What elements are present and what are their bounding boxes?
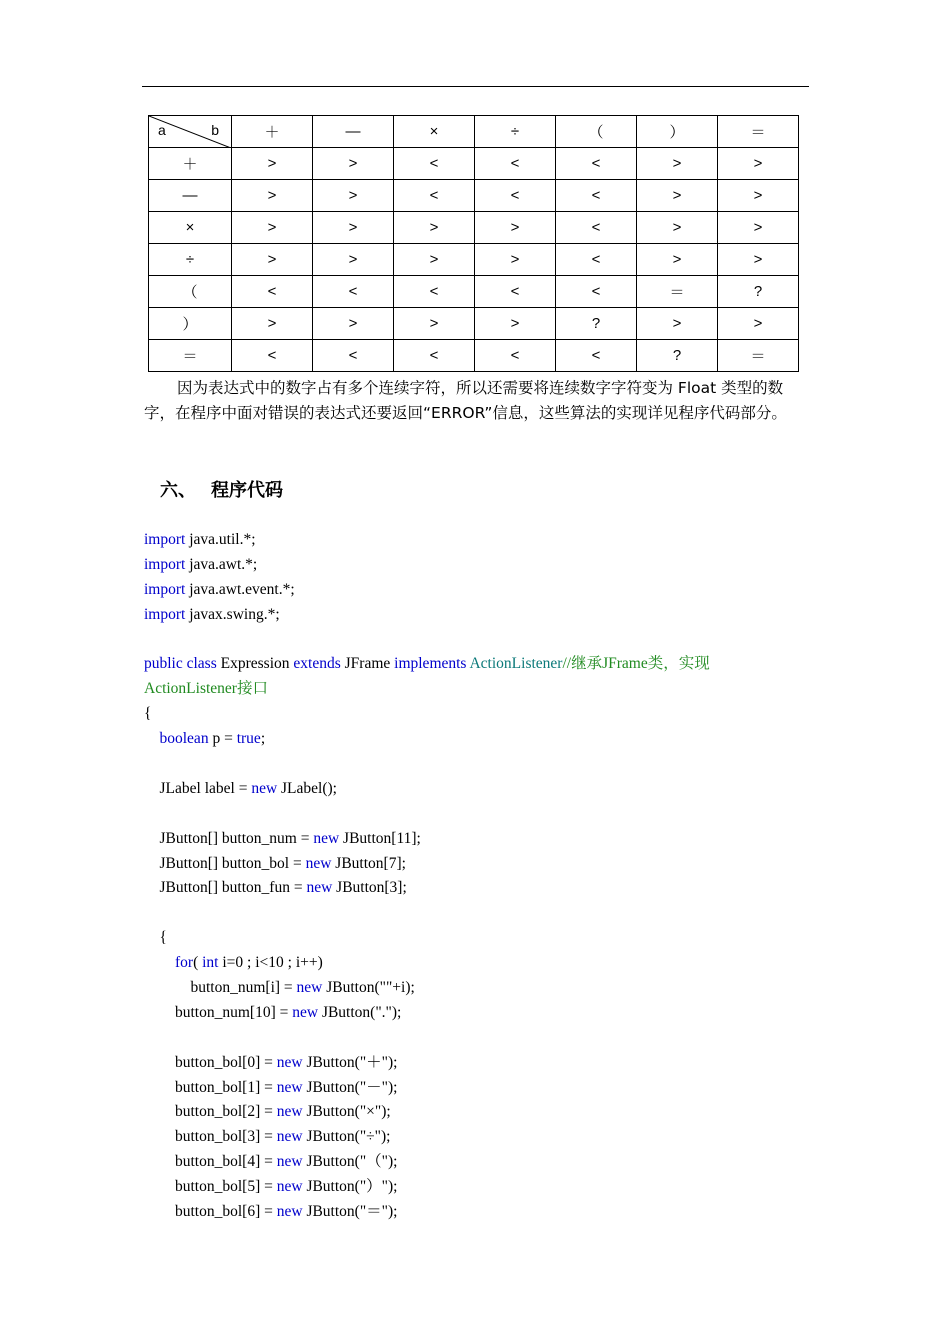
precedence-cell: <: [394, 276, 475, 308]
precedence-cell: >: [637, 308, 718, 340]
code-keyword: import: [144, 531, 186, 548]
code-keyword: new: [276, 1153, 303, 1171]
code-indent: [144, 730, 160, 747]
code-keyword: for: [175, 954, 194, 972]
code-keyword: import: [144, 605, 186, 623]
code-keyword: new: [276, 1103, 303, 1121]
code-line-boolean: [144, 727, 710, 752]
bol-assignments: [144, 1051, 710, 1225]
precedence-cell: <: [313, 340, 394, 372]
code-text: JButton("＝");: [302, 1203, 398, 1221]
precedence-cell: <: [475, 340, 556, 372]
code-line-import: [144, 603, 710, 628]
code-line-decl: [144, 876, 710, 901]
precedence-cell: ?: [718, 276, 799, 308]
header-cell: ＝: [718, 116, 799, 148]
code-line-for: [144, 951, 710, 976]
precedence-cell: >: [637, 148, 718, 180]
code-text: {: [144, 705, 152, 723]
code-line-assign: [144, 1100, 710, 1125]
section-number: 六、: [160, 480, 196, 501]
precedence-cell: >: [313, 308, 394, 340]
precedence-cell: <: [556, 276, 637, 308]
code-line-import: [144, 528, 710, 553]
code-line-import: [144, 578, 710, 603]
code-keyword: new: [313, 829, 340, 847]
precedence-cell: <: [313, 276, 394, 308]
code-indent: [144, 780, 160, 797]
code-keyword: new: [306, 879, 333, 897]
precedence-cell: >: [232, 148, 313, 180]
code-text: java.awt.*;: [185, 555, 258, 573]
code-line-class: [144, 652, 710, 677]
code-line-assign: [144, 1175, 710, 1200]
precedence-cell: <: [394, 340, 475, 372]
code-line-assign: [144, 1125, 710, 1150]
precedence-cell: >: [718, 148, 799, 180]
row-label-cell: —: [149, 180, 232, 212]
code-text: javax.swing.*;: [185, 605, 280, 623]
code-text: JButton[] button_num =: [159, 829, 314, 847]
code-text: Expression: [216, 655, 294, 673]
precedence-cell: >: [718, 244, 799, 276]
table-body: [149, 148, 799, 372]
code-keyword: int: [202, 954, 219, 972]
code-comment: ActionListener接口: [144, 680, 268, 698]
precedence-cell: <: [556, 340, 637, 372]
code-text: JButton("×");: [302, 1103, 391, 1121]
code-indent: [144, 855, 160, 872]
precedence-cell: >: [232, 180, 313, 212]
precedence-cell: ＝: [637, 276, 718, 308]
table-header-row: [149, 116, 799, 148]
code-text: p =: [208, 730, 237, 748]
code-blank-line: [144, 628, 710, 653]
code-text: ;: [260, 730, 266, 748]
code-keyword: import: [144, 580, 186, 598]
explanation-paragraph: 因为表达式中的数字占有多个连续字符，所以还需要将连续数字字符变为 Float 类型的数字，在程序中面对错误的表达式还要返回“ERROR”信息，这些算法的实现详见程序代码部分。: [144, 379, 787, 422]
code-keyword: new: [305, 854, 332, 872]
code-keyword: true: [236, 730, 261, 748]
precedence-cell: >: [637, 212, 718, 244]
code-text: java.awt.event.*;: [185, 580, 295, 598]
code-keyword: new: [296, 979, 323, 997]
code-line-assign: [144, 1200, 710, 1225]
precedence-cell: >: [232, 244, 313, 276]
code-text: button_bol[4] =: [175, 1153, 277, 1171]
code-line-decl: [144, 852, 710, 877]
precedence-cell: >: [718, 180, 799, 212]
precedence-table: [148, 115, 799, 372]
code-blank-line: [144, 1026, 710, 1051]
precedence-cell: ?: [637, 340, 718, 372]
precedence-cell: <: [394, 148, 475, 180]
code-text: button_num[i] =: [190, 979, 297, 997]
code-indent: [144, 1103, 175, 1120]
code-line-assign: [144, 1001, 710, 1026]
table-row: [149, 340, 799, 372]
code-line-import: [144, 553, 710, 578]
precedence-cell: >: [475, 244, 556, 276]
code-text: button_bol[1] =: [175, 1078, 277, 1096]
code-type: ActionListener: [466, 655, 563, 673]
code-text: button_bol[6] =: [175, 1203, 277, 1221]
code-indent: [144, 1178, 175, 1195]
code-indent: [144, 1153, 175, 1170]
code-keyword: new: [292, 1003, 319, 1021]
code-text: JButton("－");: [302, 1078, 398, 1096]
code-indent: [144, 979, 191, 996]
code-keyword: new: [276, 1128, 303, 1146]
row-label-cell: ＝: [149, 340, 232, 372]
precedence-cell: <: [556, 148, 637, 180]
code-keyword: new: [276, 1178, 303, 1196]
code-line-decl: [144, 827, 710, 852]
code-line-assign: [144, 1076, 710, 1101]
table-row: [149, 148, 799, 180]
code-text: JButton[] button_bol =: [159, 854, 306, 872]
code-text: button_bol[5] =: [175, 1178, 277, 1196]
precedence-cell: <: [556, 212, 637, 244]
precedence-cell: >: [232, 308, 313, 340]
section-title: 程序代码: [211, 480, 283, 501]
code-indent: [144, 954, 175, 971]
header-cell: ×: [394, 116, 475, 148]
row-label-cell: ＋: [149, 148, 232, 180]
code-text: JButton("）");: [302, 1178, 398, 1196]
table-row: [149, 180, 799, 212]
code-indent: [144, 1079, 175, 1096]
code-text: JButton(".");: [318, 1003, 402, 1021]
precedence-cell: <: [556, 244, 637, 276]
precedence-cell: >: [313, 180, 394, 212]
code-text: JLabel();: [277, 779, 337, 797]
code-text: JButton("＋");: [302, 1053, 398, 1071]
code-indent: [144, 1128, 175, 1145]
code-text: button_bol[2] =: [175, 1103, 277, 1121]
code-keyword: new: [276, 1078, 303, 1096]
code-text: button_num[10] =: [175, 1003, 293, 1021]
code-text: JFrame: [340, 655, 395, 673]
code-text: JButton[7];: [331, 854, 406, 872]
precedence-cell: >: [718, 308, 799, 340]
header-cell: —: [313, 116, 394, 148]
code-keyword: new: [276, 1203, 303, 1221]
code-blank-line: [144, 901, 710, 926]
table-row: [149, 244, 799, 276]
precedence-cell: <: [232, 276, 313, 308]
precedence-cell: <: [475, 148, 556, 180]
code-keyword: new: [276, 1053, 303, 1071]
precedence-cell: >: [718, 212, 799, 244]
code-text: JButton[11];: [339, 829, 421, 847]
code-text: i=0 ; i<10 ; i++): [218, 954, 323, 972]
row-label-cell: ）: [149, 308, 232, 340]
precedence-cell: >: [232, 212, 313, 244]
code-text: JButton[3];: [332, 879, 407, 897]
code-keyword: implements: [394, 655, 467, 673]
precedence-cell: >: [313, 212, 394, 244]
code-line-assign: [144, 1150, 710, 1175]
precedence-cell: <: [394, 180, 475, 212]
code-keyword: boolean: [159, 730, 209, 748]
corner-label-b: b: [211, 122, 219, 138]
code-blank-line: [144, 752, 710, 777]
precedence-cell: >: [475, 308, 556, 340]
section-heading: [160, 476, 283, 502]
code-indent: [144, 830, 160, 847]
precedence-cell: <: [475, 276, 556, 308]
code-line-assign: [144, 1051, 710, 1076]
corner-label-a: a: [158, 122, 166, 138]
code-text: JButton[] button_fun =: [159, 879, 307, 897]
code-text: button_bol[0] =: [175, 1053, 277, 1071]
header-cell: ÷: [475, 116, 556, 148]
row-label-cell: ×: [149, 212, 232, 244]
table-row: [149, 212, 799, 244]
code-line-comment-cont: [144, 677, 710, 702]
corner-cell: [149, 116, 232, 148]
code-line-brace: [144, 702, 710, 727]
code-indent: [144, 1203, 175, 1220]
row-label-cell: （: [149, 276, 232, 308]
code-indent: [144, 1054, 175, 1071]
code-text: (: [193, 954, 203, 972]
code-line-for-body: [144, 976, 710, 1001]
table-row: [149, 308, 799, 340]
code-keyword: new: [251, 779, 278, 797]
code-keyword: import: [144, 555, 186, 573]
code-indent: [144, 879, 160, 896]
code-line-label: [144, 777, 710, 802]
header-cell: （: [556, 116, 637, 148]
precedence-cell: ?: [556, 308, 637, 340]
code-text: button_bol[3] =: [175, 1128, 277, 1146]
precedence-cell: >: [394, 212, 475, 244]
table-row: [149, 276, 799, 308]
header-cell: ＋: [232, 116, 313, 148]
precedence-cell: >: [637, 180, 718, 212]
code-blank-line: [144, 802, 710, 827]
code-indent: [144, 1004, 175, 1021]
code-text: JButton("（");: [302, 1153, 398, 1171]
precedence-cell: >: [394, 308, 475, 340]
row-label-cell: ÷: [149, 244, 232, 276]
code-line-brace: [144, 926, 710, 951]
code-text: JButton(""+i);: [322, 979, 415, 997]
precedence-cell: >: [313, 244, 394, 276]
code-keyword: public class: [144, 655, 217, 673]
code-comment: //继承JFrame类，实现: [562, 655, 710, 673]
code-keyword: extends: [293, 655, 341, 673]
precedence-cell: >: [637, 244, 718, 276]
code-text: java.util.*;: [185, 531, 256, 548]
precedence-cell: >: [313, 148, 394, 180]
code-block: [144, 528, 710, 1225]
header-cell: ）: [637, 116, 718, 148]
code-text: JLabel label =: [159, 779, 252, 797]
precedence-cell: >: [475, 212, 556, 244]
code-text: {: [144, 929, 167, 947]
precedence-cell: ＝: [718, 340, 799, 372]
precedence-cell: <: [556, 180, 637, 212]
code-text: JButton("÷");: [302, 1128, 391, 1146]
header-rule: [142, 86, 809, 87]
precedence-cell: <: [232, 340, 313, 372]
precedence-cell: <: [475, 180, 556, 212]
precedence-cell: >: [394, 244, 475, 276]
